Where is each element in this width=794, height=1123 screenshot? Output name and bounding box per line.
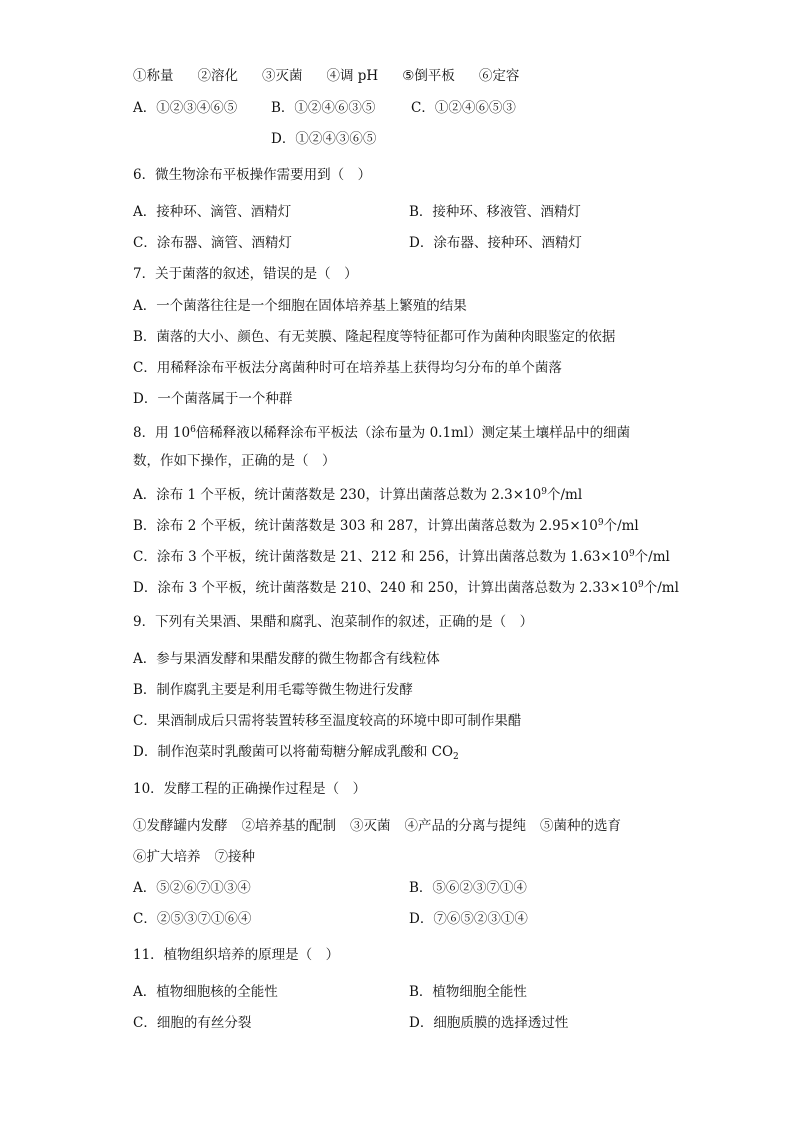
q11-option-b: B．植物细胞全能性: [409, 984, 527, 1000]
q10-steps-line2: [133, 848, 255, 866]
q8-option-c: C．涂布 3 个平板，统计菌落数是 21、212 和 256，计算出菌落总数为 $1.63\times 10^9$个/ml: [133, 549, 670, 565]
q5-option-d: D．①②④③⑥⑤: [271, 131, 377, 147]
q7-option-c: C．用稀释涂布平板法分离菌种时可在培养基上获得均匀分布的单个菌落: [133, 360, 562, 376]
q10-step: ④产品的分离与提纯: [404, 818, 526, 834]
q6-option-a: A．接种环、滴管、酒精灯: [133, 204, 292, 220]
q5-option-b: B．①②④⑥③⑤: [271, 100, 376, 116]
q10-step: ③灭菌: [350, 818, 391, 834]
q8-option-d: D．涂布 3 个平板，统计菌落数是 210、240 和 250，计算出菌落总数为 $2.33\times 10^9$个/ml: [133, 580, 679, 596]
q10-option-a: A．⑤②⑥⑦①③④: [133, 880, 251, 896]
q7-option-b: B．菌落的大小、颜色、有无荚膜、隆起程度等特征都可作为菌种肉眼鉴定的依据: [133, 329, 616, 345]
q5-step: ②溶化: [197, 68, 238, 84]
q5-steps: [133, 67, 519, 85]
q9-option-c: C．果酒制成后只需将装置转移至温度较高的环境中即可制作果醋: [133, 713, 522, 729]
q11-stem: 11．植物组织培养的原理是（ ）: [133, 947, 340, 963]
q10-step: ①发酵罐内发酵: [133, 818, 228, 834]
q5-step: ④调 pH: [326, 68, 379, 84]
q8-option-b: B．涂布 2 个平板，统计菌落数是 303 和 287，计算出菌落总数为 $2.95\times 10^9$个/ml: [133, 518, 639, 534]
q11-option-a: A．植物细胞核的全能性: [133, 984, 278, 1000]
q10-step: ②培养基的配制: [241, 818, 336, 834]
q9-option-d: D．制作泡菜时乳酸菌可以将葡萄糖分解成乳酸和 $CO_2$: [133, 744, 459, 762]
q6-option-c: C．涂布器、滴管、酒精灯: [133, 235, 292, 251]
q5-step: ⑤倒平板: [402, 68, 455, 84]
q10-option-c: C．②⑤③⑦①⑥④: [133, 911, 252, 927]
q10-step: ⑦接种: [214, 849, 255, 865]
q8-stem-line2: 数，作如下操作，正确的是（ ）: [133, 453, 336, 469]
q11-option-d: D．细胞质膜的选择透过性: [409, 1015, 569, 1031]
q11-option-c: C．细胞的有丝分裂: [133, 1015, 252, 1031]
q9-option-a: A．参与果酒发酵和果醋发酵的微生物都含有线粒体: [133, 651, 440, 667]
q5-step: ①称量: [133, 68, 174, 84]
q5-step: ⑥定容: [478, 68, 520, 84]
q9-stem: 9．下列有关果酒、果醋和腐乳、泡菜制作的叙述，正确的是（ ）: [133, 614, 534, 630]
q5-option-c: C．①②④⑥⑤③: [411, 100, 516, 116]
q6-option-d: D．涂布器、接种环、酒精灯: [409, 235, 582, 251]
q7-option-a: A．一个菌落往往是一个细胞在固体培养基上繁殖的结果: [133, 298, 467, 314]
q7-stem: 7．关于菌落的叙述，错误的是（ ）: [133, 266, 358, 282]
q7-option-d: D．一个菌落属于一个种群: [133, 391, 293, 407]
q10-step: ⑥扩大培养: [133, 849, 201, 865]
q10-option-b: B．⑤⑥②③⑦①④: [409, 880, 527, 896]
q10-option-d: D．⑦⑥⑤②③①④: [409, 911, 528, 927]
q10-step: ⑤菌种的选育: [540, 818, 621, 834]
q8-option-a: A．涂布 1 个平板，统计菌落数是 230，计算出菌落总数为 $2.3\times 10^9$个/ml: [133, 487, 583, 503]
q10-stem: 10．发酵工程的正确操作过程是（ ）: [133, 781, 367, 797]
q8-stem: 8．用 $10^6$倍稀释液以稀释涂布平板法（涂布量为 0.1ml）测定某土壤样品中的细菌: [133, 425, 631, 441]
q9-option-b: B．制作腐乳主要是利用毛霉等微生物进行发酵: [133, 682, 413, 698]
q5-step: ③灭菌: [262, 68, 303, 84]
q5-option-a: A．①②③④⑥⑤: [133, 100, 238, 116]
q6-option-b: B．接种环、移液管、酒精灯: [409, 204, 581, 220]
q10-steps: [133, 817, 621, 835]
q6-stem: 6．微生物涂布平板操作需要用到（ ）: [133, 167, 372, 183]
